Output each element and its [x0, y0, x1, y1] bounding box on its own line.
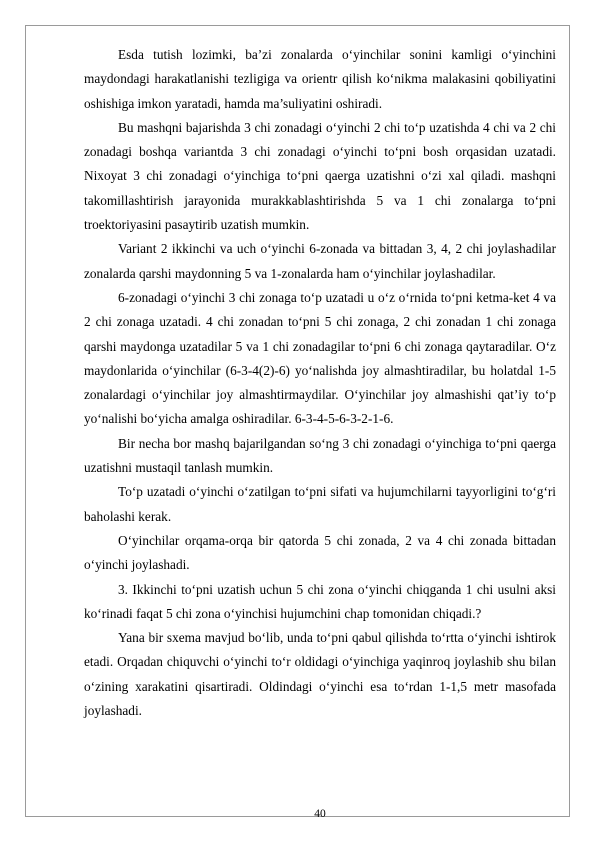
- paragraph: To‘p uzatadi o‘yinchi o‘zatilgan to‘pni sifati va hujumchilarni tayyorligini to‘g‘ri baholashi kerak.: [84, 484, 556, 524]
- paragraph: Bu mashqni bajarishda 3 chi zonadagi o‘yinchi 2 chi to‘p uzatishda 4 chi va 2 chi zonadagi boshqa variantda 3 chi zonadagi o‘yinchi to‘pni bosh orqasidan uzatadi. Nixoyat 3 chi zonadagi o‘yinchiga to‘pni qaerga uzatishni o‘zi xal qiladi. mashqni takomillashtirish jarayonida murakkablashtirishda 5 va 1 chi zonalarga to‘pni troektoriyasini pasaytirib uzatish mumkin.: [84, 119, 556, 233]
- paragraph: Variant 2 ikkinchi va uch o‘yinchi 6-zonada va bittadan 3, 4, 2 chi joylashadilar zonalarda qarshi maydonning 5 va 1-zonalarda ham o‘yinchilar joylashadilar.: [84, 241, 556, 281]
- paragraph: 3. Ikkinchi to‘pni uzatish uchun 5 chi zona o‘yinchi chiqganda 1 chi usulni aksi ko‘rinadi faqat 5 chi zona o‘yinchisi hujumchini chap tomonidan chiqadi.?: [84, 581, 556, 621]
- paragraph: 6-zonadagi o‘yinchi 3 chi zonaga to‘p uzatadi u o‘z o‘rnida to‘pni ketma-ket 4 va 2 chi zonaga uzatadi. 4 chi zonadan to‘pni 5 chi zonaga, 2 chi zonadan 1 chi zonaga qarshi maydonga uzatadilar 5 va 1 chi zonadagilar to‘pni 6 chi zonaga qaytaradilar. O‘z maydonlarida o‘yinchilar (6-3-4(2)-6) yo‘nalishda joy almashtiradilar, bu holatdal 1-5 zonalardagi o‘yinchilar joy almashtirmaydilar. O‘yinchilar joy almashishi qat’iy to‘p yo‘nalishi bo‘yicha amalga oshiradilar. 6-3-4-5-6-3-2-1-6.: [84, 289, 556, 427]
- document-body: [84, 43, 556, 723]
- page-number: 40: [314, 808, 326, 820]
- paragraph: Esda tutish lozimki, ba’zi zonalarda o‘yinchilar sonini kamligi o‘yinchini maydondagi harakatlanishi tezligiga va orientr qilish ko‘nikma malakasini qobiliyatini oshishiga imkon yaratadi, hamda ma’suliyatini oshiradi.: [84, 47, 556, 111]
- paragraph: O‘yinchilar orqama-orqa bir qatorda 5 chi zonada, 2 va 4 chi zonada bittadan o‘yinchi joylashadi.: [84, 532, 556, 573]
- paragraph: Yana bir sxema mavjud bo‘lib, unda to‘pni qabul qilishda to‘rtta o‘yinchi ishtirok etadi. Orqadan chiquvchi o‘yinchi to‘r oldidagi o‘yinchiga yaqinroq joylashib shu bilan o‘zining xarakatini qisartiradi. Oldindagi o‘yinchi esa to‘rdan 1-1,5 metr masofada joylashadi.: [84, 630, 556, 719]
- paragraph: Bir necha bor mashq bajarilgandan so‘ng 3 chi zonadagi o‘yinchiga to‘pni qaerga uzatishni mustaqil tanlash mumkin.: [84, 435, 556, 476]
